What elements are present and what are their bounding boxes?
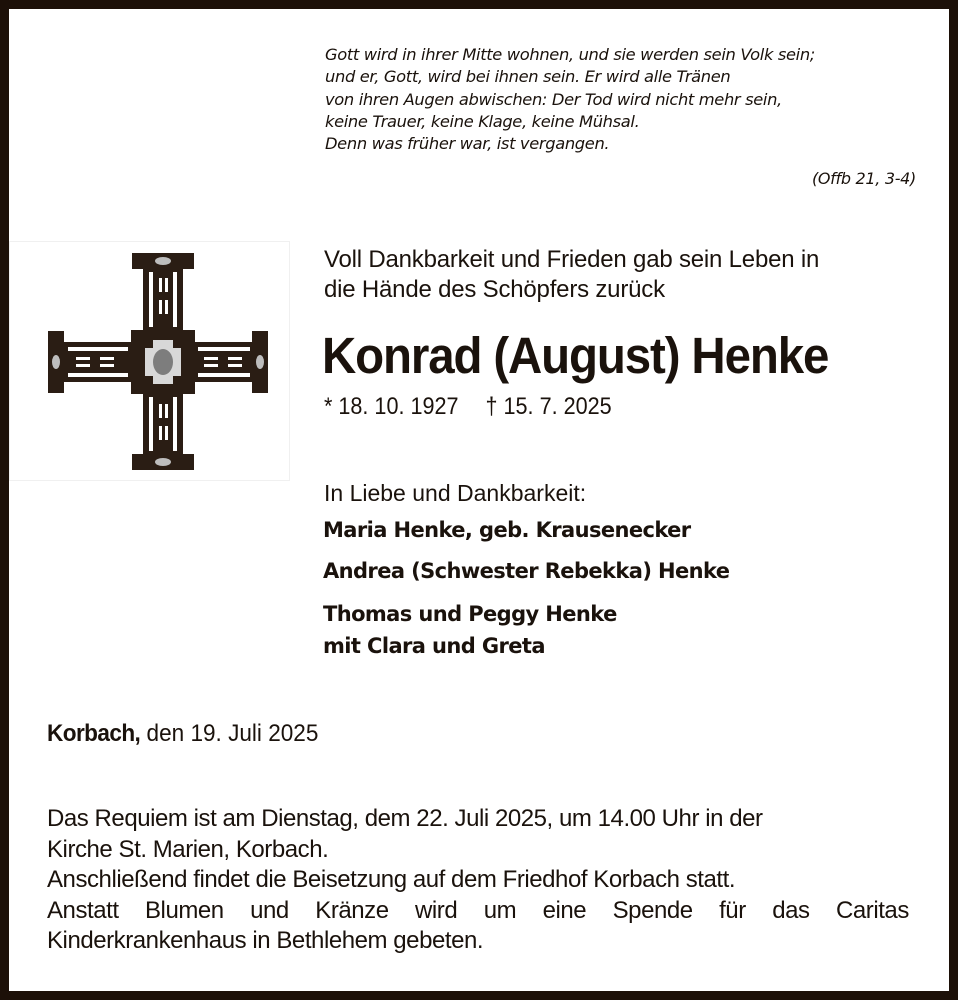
mourner-entry	[323, 598, 729, 662]
life-dates	[324, 392, 612, 422]
mourners-list	[323, 516, 729, 675]
word: um	[483, 896, 517, 924]
intro-text	[324, 245, 924, 305]
service-line: Das Requiem ist am Dienstag, dem 22. Juli 2025, um 14.00 Uhr in der	[47, 805, 763, 832]
word: Blumen	[145, 896, 224, 924]
mourner-name: Andrea (Schwester Rebekka) Henke	[323, 559, 730, 583]
verse-line: von ihren Augen abwischen: Der Tod wird nicht mehr sein,	[325, 89, 782, 109]
intro-line: die Hände des Schöpfers zurück	[324, 276, 665, 303]
mourners-intro: In Liebe und Dankbarkeit:	[324, 480, 587, 506]
mourner-entry	[323, 516, 729, 544]
word: Spende	[612, 896, 693, 924]
mourner-name: Thomas und Peggy Henke	[323, 602, 617, 626]
mourner-name: Maria Henke, geb. Krausenecker	[323, 518, 691, 542]
cross-image	[9, 241, 290, 481]
service-info	[47, 804, 909, 957]
verse-line: keine Trauer, keine Klage, keine Mühsal.	[325, 111, 640, 131]
verse-reference: (Offb 21, 3-4)	[811, 169, 916, 188]
birth-date: * 18. 10. 1927	[324, 393, 459, 420]
word: und	[250, 896, 289, 924]
word: das	[772, 896, 810, 924]
service-line: Kirche St. Marien, Korbach.	[47, 835, 329, 863]
service-line-justified	[47, 896, 909, 927]
word: für	[719, 896, 746, 924]
verse-line: und er, Gott, wird bei ihnen sein. Er wird alle Tränen	[325, 67, 731, 87]
verse-line: Denn was früher war, ist vergangen.	[325, 134, 610, 154]
verse-line: Gott wird in ihrer Mitte wohnen, und sie werden sein Volk sein;	[325, 45, 815, 64]
service-line: Kinderkrankenhaus in Bethlehem gebeten.	[47, 927, 484, 954]
death-date: † 15. 7. 2025	[485, 393, 612, 420]
place: Korbach,	[47, 720, 141, 747]
intro-line: Voll Dankbarkeit und Frieden gab sein Leben in	[324, 246, 820, 273]
ornate-cross-icon	[10, 242, 291, 482]
bible-verse	[325, 44, 925, 155]
word: Caritas	[836, 896, 909, 924]
date: den 19. Juli 2025	[140, 720, 319, 747]
place-date	[47, 719, 318, 749]
mourner-name: mit Clara und Greta	[323, 634, 545, 658]
word: Anstatt	[47, 896, 119, 924]
word: eine	[542, 896, 587, 924]
service-line: Anschließend findet die Beisetzung auf dem Friedhof Korbach statt.	[47, 866, 736, 893]
deceased-name: Konrad (August) Henke	[322, 327, 829, 384]
word: wird	[415, 896, 458, 924]
word: Kränze	[315, 896, 389, 924]
mourner-entry	[323, 557, 729, 585]
